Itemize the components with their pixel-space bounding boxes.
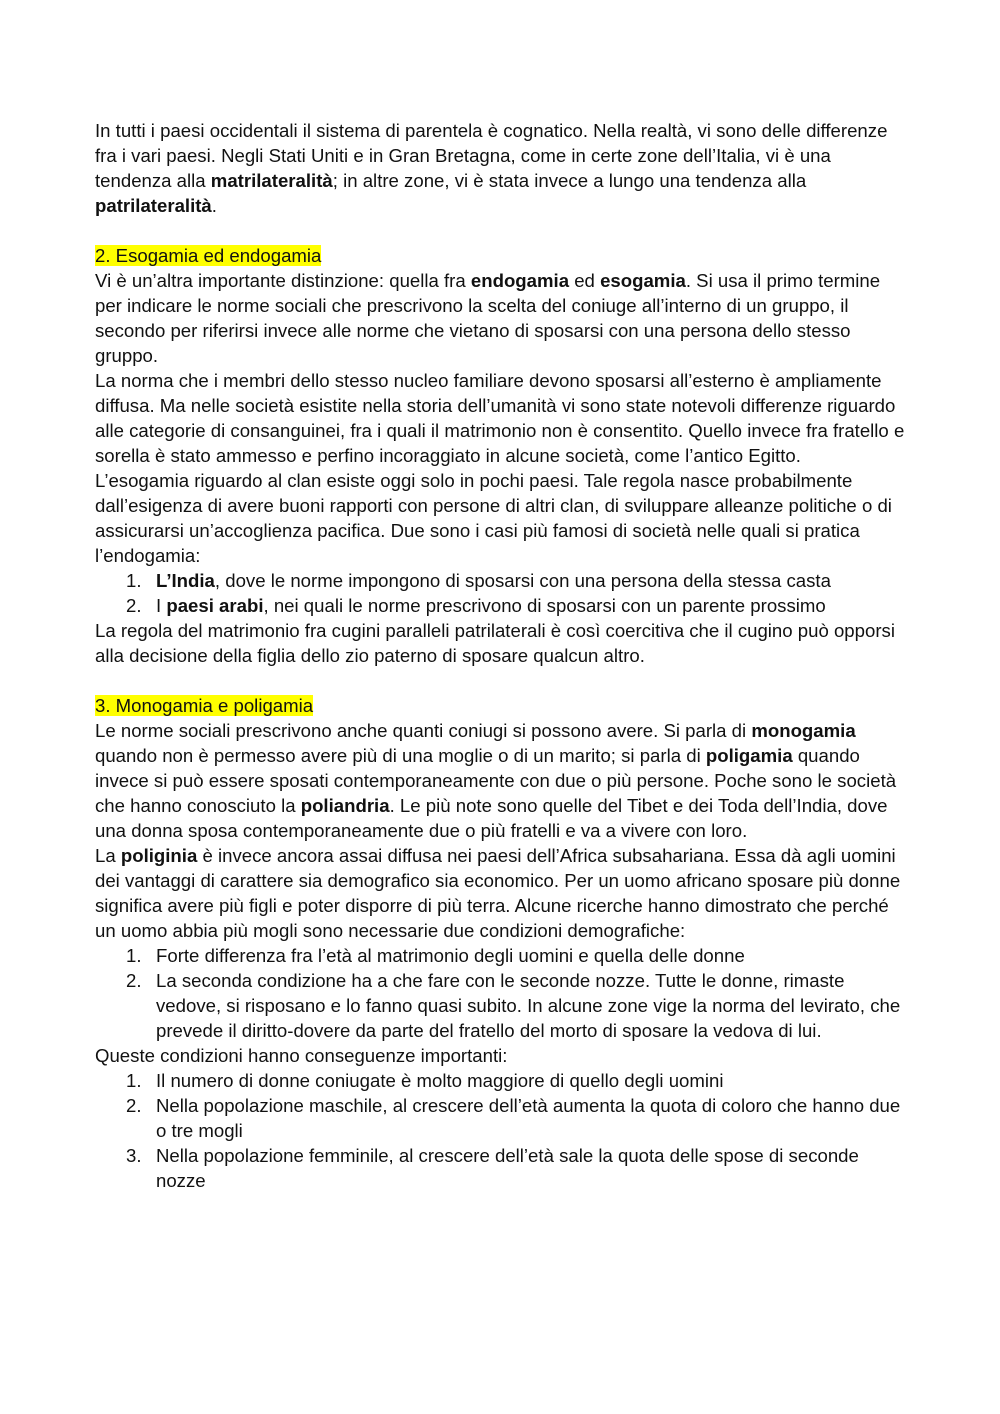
text: Nella popolazione maschile, al crescere dell’età aumenta la quota di coloro che hanno due o tre mogli	[156, 1095, 901, 1141]
bold-term: L’India	[156, 570, 215, 591]
numbered-list	[95, 568, 905, 618]
paragraph	[95, 268, 905, 368]
bold-term: poliandria	[300, 795, 390, 816]
text: Il numero di donne coniugate è molto maggiore di quello degli uomini	[156, 1070, 724, 1091]
bold-term: patrilateralità	[95, 195, 212, 216]
blank-line	[95, 218, 905, 243]
list-item	[95, 1143, 905, 1193]
intro-paragraph	[95, 118, 905, 218]
section-heading-monogamia	[95, 693, 905, 718]
numbered-list	[95, 943, 905, 1043]
list-number: 1.	[126, 570, 142, 591]
text: ; in altre zone, vi è stata invece a lungo una tendenza alla	[332, 170, 807, 191]
list-number: 3.	[126, 1145, 142, 1166]
list-number: 1.	[126, 1070, 142, 1091]
bold-term: poliginia	[120, 845, 198, 866]
list-number: 2.	[126, 1095, 142, 1116]
text: . Si usa il primo termine per indicare le norme sociali che prescrivono la scelta del coniuge all’interno di un gruppo, il secondo per riferirsi invece alle norme che vietano di sposarsi con una persona dello stesso gruppo.	[95, 270, 881, 366]
paragraph	[95, 718, 905, 843]
list-item	[95, 968, 905, 1043]
list-item	[95, 943, 905, 968]
highlighted-heading-text: 3. Monogamia e poligamia	[95, 695, 314, 716]
text: La seconda condizione ha a che fare con le seconde nozze. Tutte le donne, rimaste vedove, si risposano e lo fanno quasi subito. In alcune zone vige la norma del levirato, che prevede il diritto-dovere da parte del fratello del morto di sposare la vedova di lui.	[156, 970, 901, 1041]
text: La	[95, 845, 121, 866]
text: . Le più note sono quelle del Tibet e dei Toda dell’India, dove una donna sposa contemporaneamente due o più fratelli e va a vivere con loro.	[95, 795, 888, 841]
text: I	[156, 595, 167, 616]
text: Vi è un’altra importante distinzione: quella fra	[95, 270, 471, 291]
text: quando non è permesso avere più di una moglie o di un marito; si parla di	[95, 745, 706, 766]
list-number: 1.	[126, 945, 142, 966]
bold-term: esogamia	[600, 270, 686, 291]
text: Nella popolazione femminile, al crescere dell’età sale la quota delle spose di seconde nozze	[156, 1145, 859, 1191]
list-item	[95, 568, 905, 593]
numbered-list	[95, 1068, 905, 1193]
text: In tutti i paesi occidentali il sistema di parentela è cognatico. Nella realtà, vi sono delle differenze fra i vari paesi. Negli Stati Uniti e in Gran Bretagna, come in certe zone dell’Italia, vi è una tendenza alla	[95, 120, 888, 191]
text: ed	[569, 270, 601, 291]
paragraph: Queste condizioni hanno conseguenze importanti:	[95, 1045, 508, 1066]
paragraph: La norma che i membri dello stesso nucleo familiare devono sposarsi all’esterno è ampliamente diffusa. Ma nelle società esistite nella storia dell’umanità vi sono state notevoli differenze riguardo alle categorie di consanguinei, fra i quali il matrimonio non è consentito. Quello invece fra fratello e sorella è stato ammesso e perfino incoraggiato in alcune società, come l’antico Egitto.	[95, 370, 905, 466]
blank-line	[95, 668, 905, 693]
list-number: 2.	[126, 970, 142, 991]
text: , nei quali le norme prescrivono di sposarsi con un parente prossimo	[263, 595, 826, 616]
text: è invece ancora assai diffusa nei paesi dell’Africa subsahariana. Essa dà agli uomini dei vantaggi di carattere sia demografico sia economico. Per un uomo africano sposare più donne significa avere più figli e poter disporre di più terra. Alcune ricerche hanno dimostrato che perché un uomo abbia più mogli sono necessarie due condizioni demografiche:	[95, 845, 901, 941]
list-item	[95, 593, 905, 618]
highlighted-heading-text: 2. Esogamia ed endogamia	[95, 245, 322, 266]
paragraph	[95, 843, 905, 943]
bold-term: endogamia	[470, 270, 570, 291]
bold-term: monogamia	[751, 720, 856, 741]
list-item	[95, 1068, 905, 1093]
section-heading-esogamia	[95, 243, 905, 268]
bold-term: matrilateralità	[210, 170, 333, 191]
bold-term: paesi arabi	[166, 595, 264, 616]
text: Le norme sociali prescrivono anche quanti coniugi si possono avere. Si parla di	[95, 720, 752, 741]
paragraph: L’esogamia riguardo al clan esiste oggi solo in pochi paesi. Tale regola nasce probabilmente dall’esigenza di avere buoni rapporti con persone di altri clan, di sviluppare alleanze politiche o di assicurarsi un’accoglienza pacifica. Due sono i casi più famosi di società nelle quali si pratica l’endogamia:	[95, 470, 892, 566]
text: , dove le norme impongono di sposarsi con una persona della stessa casta	[214, 570, 831, 591]
bold-term: poligamia	[705, 745, 793, 766]
text: quando invece si può essere sposati contemporaneamente con due o più persone. Poche sono le società che hanno conosciuto la	[95, 745, 897, 816]
text: .	[211, 195, 217, 216]
paragraph: La regola del matrimonio fra cugini paralleli patrilaterali è così coercitiva che il cugino può opporsi alla decisione della figlia dello zio paterno di sposare qualcun altro.	[95, 620, 895, 666]
list-item	[95, 1093, 905, 1143]
list-number: 2.	[126, 595, 142, 616]
text: Forte differenza fra l’età al matrimonio degli uomini e quella delle donne	[156, 945, 745, 966]
